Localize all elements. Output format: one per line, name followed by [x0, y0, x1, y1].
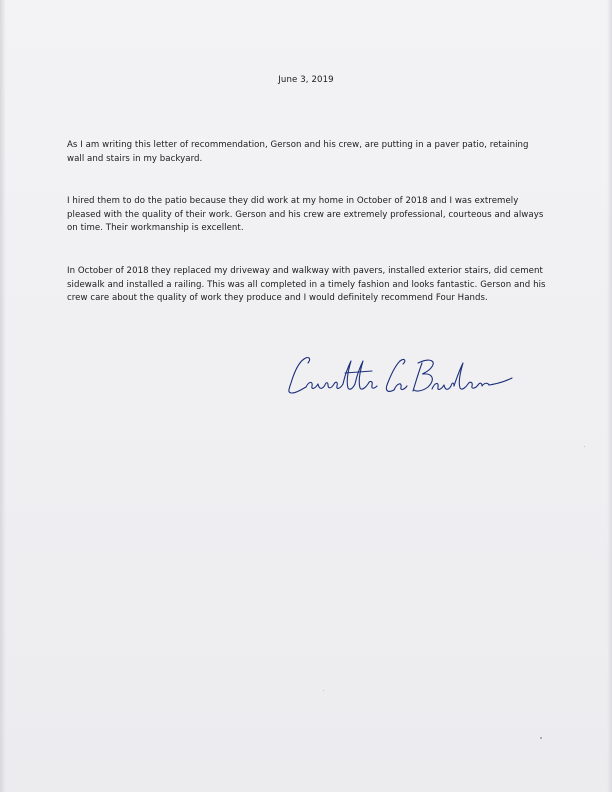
letter-date: June 3, 2019: [278, 75, 334, 85]
page-edge-right: [607, 0, 612, 792]
paragraph-quality: I hired them to do the patio because they did work at my home in October of 2018 and I was extremely pleased with the quality of their work. Gerson and his crew are extremely professional, courteous and always on time. Their workmanship is excellent.: [67, 196, 544, 234]
handwritten-signature: [282, 351, 517, 401]
paragraph-intro: As I am writing this letter of recommendation, Gerson and his crew, are putting in a paver patio, retaining wall and stairs in my backyard.: [67, 140, 529, 164]
paragraph-previous-work: In October of 2018 they replaced my driveway and walkway with pavers, installed exterior stairs, did cement sidewalk and installed a railing. This was all completed in a timely fashion and looks fantastic. Gerson and his crew care about the quality of work they produce and I would definitely recommend Four Hands.: [67, 266, 546, 304]
page-edge-left: [0, 0, 6, 792]
